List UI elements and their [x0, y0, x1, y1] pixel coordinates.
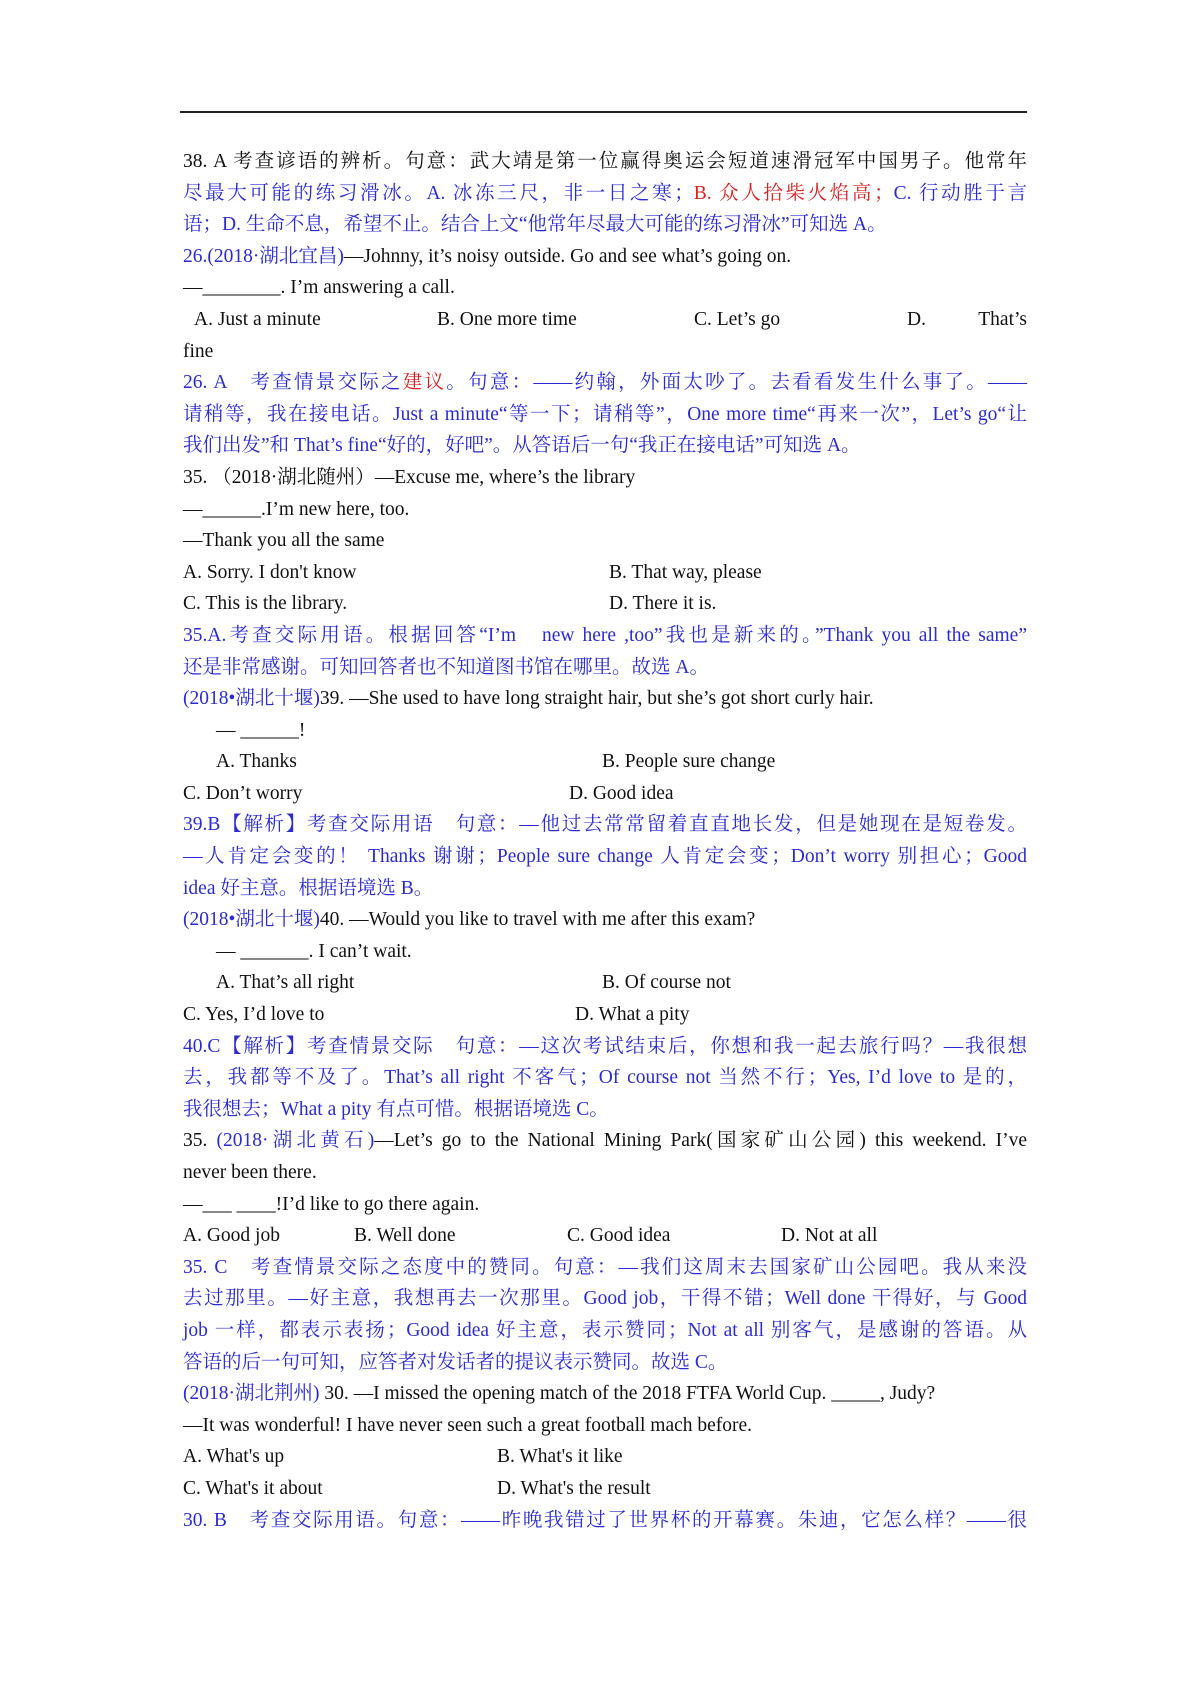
question-39-stem: (2018•湖北十堰)39. —She used to have long straight hair, but she’s got short curly hair.: [183, 688, 874, 710]
option-c: C. Let’s go: [694, 308, 781, 330]
option-b: B. People sure change: [602, 751, 776, 773]
question-26-options-wrap: fine: [183, 340, 214, 362]
option-a: A. What's up: [183, 1446, 285, 1468]
answer-38-line-1: 38. A 考查谚语的辨析。句意：武大靖是第一位赢得奥运会短道速滑冠军中国男子。他常年: [183, 151, 1027, 172]
option-a: A. That’s all right: [216, 972, 355, 994]
option-c: C. What's it about: [183, 1477, 323, 1499]
answer-35a-line-2: 还是非常感谢。可知回答者也不知道图书馆在哪里。故选 A。: [183, 656, 709, 678]
answer-38-line-2: 尽最大可能的练习滑冰。A. 冰冻三尺，非一日之寒；B. 众人拾柴火焰高；C. 行动胜于言: [183, 182, 1027, 204]
answer-26-line-2: 请稍等，我在接电话。Just a minute“等一下；请稍等”，One more time“再来一次”，Let’s go“让: [183, 403, 1027, 425]
option-b: B. Well done: [354, 1225, 456, 1247]
question-40-options-cd: [183, 999, 1027, 1031]
option-b: B. One more time: [437, 308, 577, 330]
option-b: B. Of course not: [602, 972, 731, 994]
question-35b-stem-2: never been there.: [183, 1162, 317, 1183]
question-39-options-ab: [183, 746, 1027, 778]
question-26-stem: 26.(2018·湖北宜昌)—Johnny, it’s noisy outside. Go and see what’s going on.: [183, 245, 792, 267]
answer-40-line-1: 40.C【解析】考查情景交际 句意：—这次考试结束后，你想和我一起去旅行吗？—我很想: [183, 1035, 1027, 1057]
answer-40-line-2: 去，我都等不及了。That’s all right 不客气；Of course not 当然不行；Yes, I’d love to 是的，: [183, 1067, 1027, 1089]
option-a: A. Good job: [183, 1225, 280, 1247]
question-40-stem: (2018•湖北十堰)40. —Would you like to travel with me after this exam?: [183, 909, 756, 931]
answer-26-line-3: 我们出发”和 That’s fine“好的，好吧”。从答语后一句“我正在接电话”可知选 A。: [183, 435, 861, 457]
question-35a-stem: 35. （2018·湖北随州）—Excuse me, where’s the library: [183, 466, 636, 488]
document-body: [183, 146, 1027, 1536]
question-30-reply: —It was wonderful! I have never seen such a great football mach before.: [183, 1414, 753, 1436]
answer-39-line-2: —人肯定会变的！ Thanks 谢谢；People sure change 人肯定会变；Don’t worry 别担心；Good: [183, 846, 1027, 868]
option-c: C. Yes, I’d love to: [183, 1004, 325, 1026]
option-d: D. What a pity: [575, 1004, 690, 1026]
question-26-options: [183, 304, 1027, 336]
answer-30-line-1: 30. B 考查交际用语。句意：——昨晚我错过了世界杯的开幕赛。朱迪，它怎么样？——很: [183, 1509, 1027, 1531]
answer-38-line-3: 语；D. 生命不息，希望不止。结合上文“他常年尽最大可能的练习滑冰”可知选 A。: [183, 214, 887, 236]
answer-35b-line-3: job 一样，都表示表扬；Good idea 好主意，表示赞同；Not at all 别客气，是感谢的答语。从: [183, 1319, 1027, 1341]
answer-35b-line-2: 去过那里。—好主意，我想再去一次那里。Good job，干得不错；Well done 干得好，与 Good: [183, 1288, 1027, 1310]
option-d: D. There it is.: [609, 593, 717, 615]
question-30-stem: (2018·湖北荆州) 30. —I missed the opening match of the 2018 FTFA World Cup. _____, Judy?: [183, 1383, 936, 1405]
option-a: A. Just a minute: [194, 308, 321, 330]
option-c: C. Good idea: [567, 1225, 671, 1247]
question-40-options-ab: [183, 967, 1027, 999]
answer-39-line-1: 39.B【解析】考查交际用语 句意：—他过去常常留着直直地长发，但是她现在是短卷发。: [183, 814, 1027, 836]
answer-35b-line-1: 35. C 考查情景交际之态度中的赞同。句意：—我们这周末去国家矿山公园吧。我从来没: [183, 1256, 1027, 1278]
header-rule: [180, 111, 1027, 113]
option-d: D. Good idea: [569, 782, 674, 804]
option-d: D. What's the result: [497, 1477, 651, 1499]
option-c: C. Don’t worry: [183, 782, 303, 804]
question-35a-thanks: —Thank you all the same: [183, 530, 385, 552]
answer-39-line-3: idea 好主意。根据语境选 B。: [183, 877, 434, 899]
question-30-options-ab: [183, 1441, 1027, 1473]
option-d-label: D.: [907, 308, 926, 330]
option-b: B. That way, please: [609, 561, 762, 583]
question-35b-stem: 35. (2018·湖北黄石)—Let’s go to the National Mining Park(国家矿山公园) this weekend. I’ve: [183, 1130, 1027, 1152]
option-a: A. Thanks: [216, 751, 297, 773]
option-a: A. Sorry. I don't know: [183, 561, 357, 583]
question-30-options-cd: [183, 1473, 1027, 1505]
question-35a-options-cd: [183, 588, 1027, 620]
question-40-reply: — _______. I can’t wait.: [216, 940, 412, 962]
answer-40-line-3: 我很想去；What a pity 有点可惜。根据语境选 C。: [183, 1098, 609, 1120]
question-35b-reply: —___ ____!I’d like to go there again.: [183, 1193, 480, 1215]
answer-26-line-1: 26. A 考查情景交际之建议。句意：——约翰，外面太吵了。去看看发生什么事了。——: [183, 372, 1027, 394]
question-26-reply: —________. I’m answering a call.: [183, 277, 455, 299]
option-b: B. What's it like: [497, 1446, 623, 1468]
question-39-reply: — ______!: [216, 719, 306, 741]
question-35a-options-ab: [183, 557, 1027, 589]
question-39-options-cd: [183, 778, 1027, 810]
option-d: D. Not at all: [781, 1225, 878, 1247]
option-c: C. This is the library.: [183, 593, 348, 615]
option-d-text: That’s: [978, 308, 1027, 330]
answer-35b-line-4: 答语的后一句可知，应答者对发话者的提议表示赞同。故选 C。: [183, 1351, 728, 1373]
question-35a-reply: —______.I’m new here, too.: [183, 498, 410, 520]
answer-35a-line-1: 35.A.考查交际用语。根据回答“I’m new here ,too”我也是新来的。”Thank you all the same”: [183, 624, 1027, 646]
question-35b-options: [183, 1220, 1027, 1252]
